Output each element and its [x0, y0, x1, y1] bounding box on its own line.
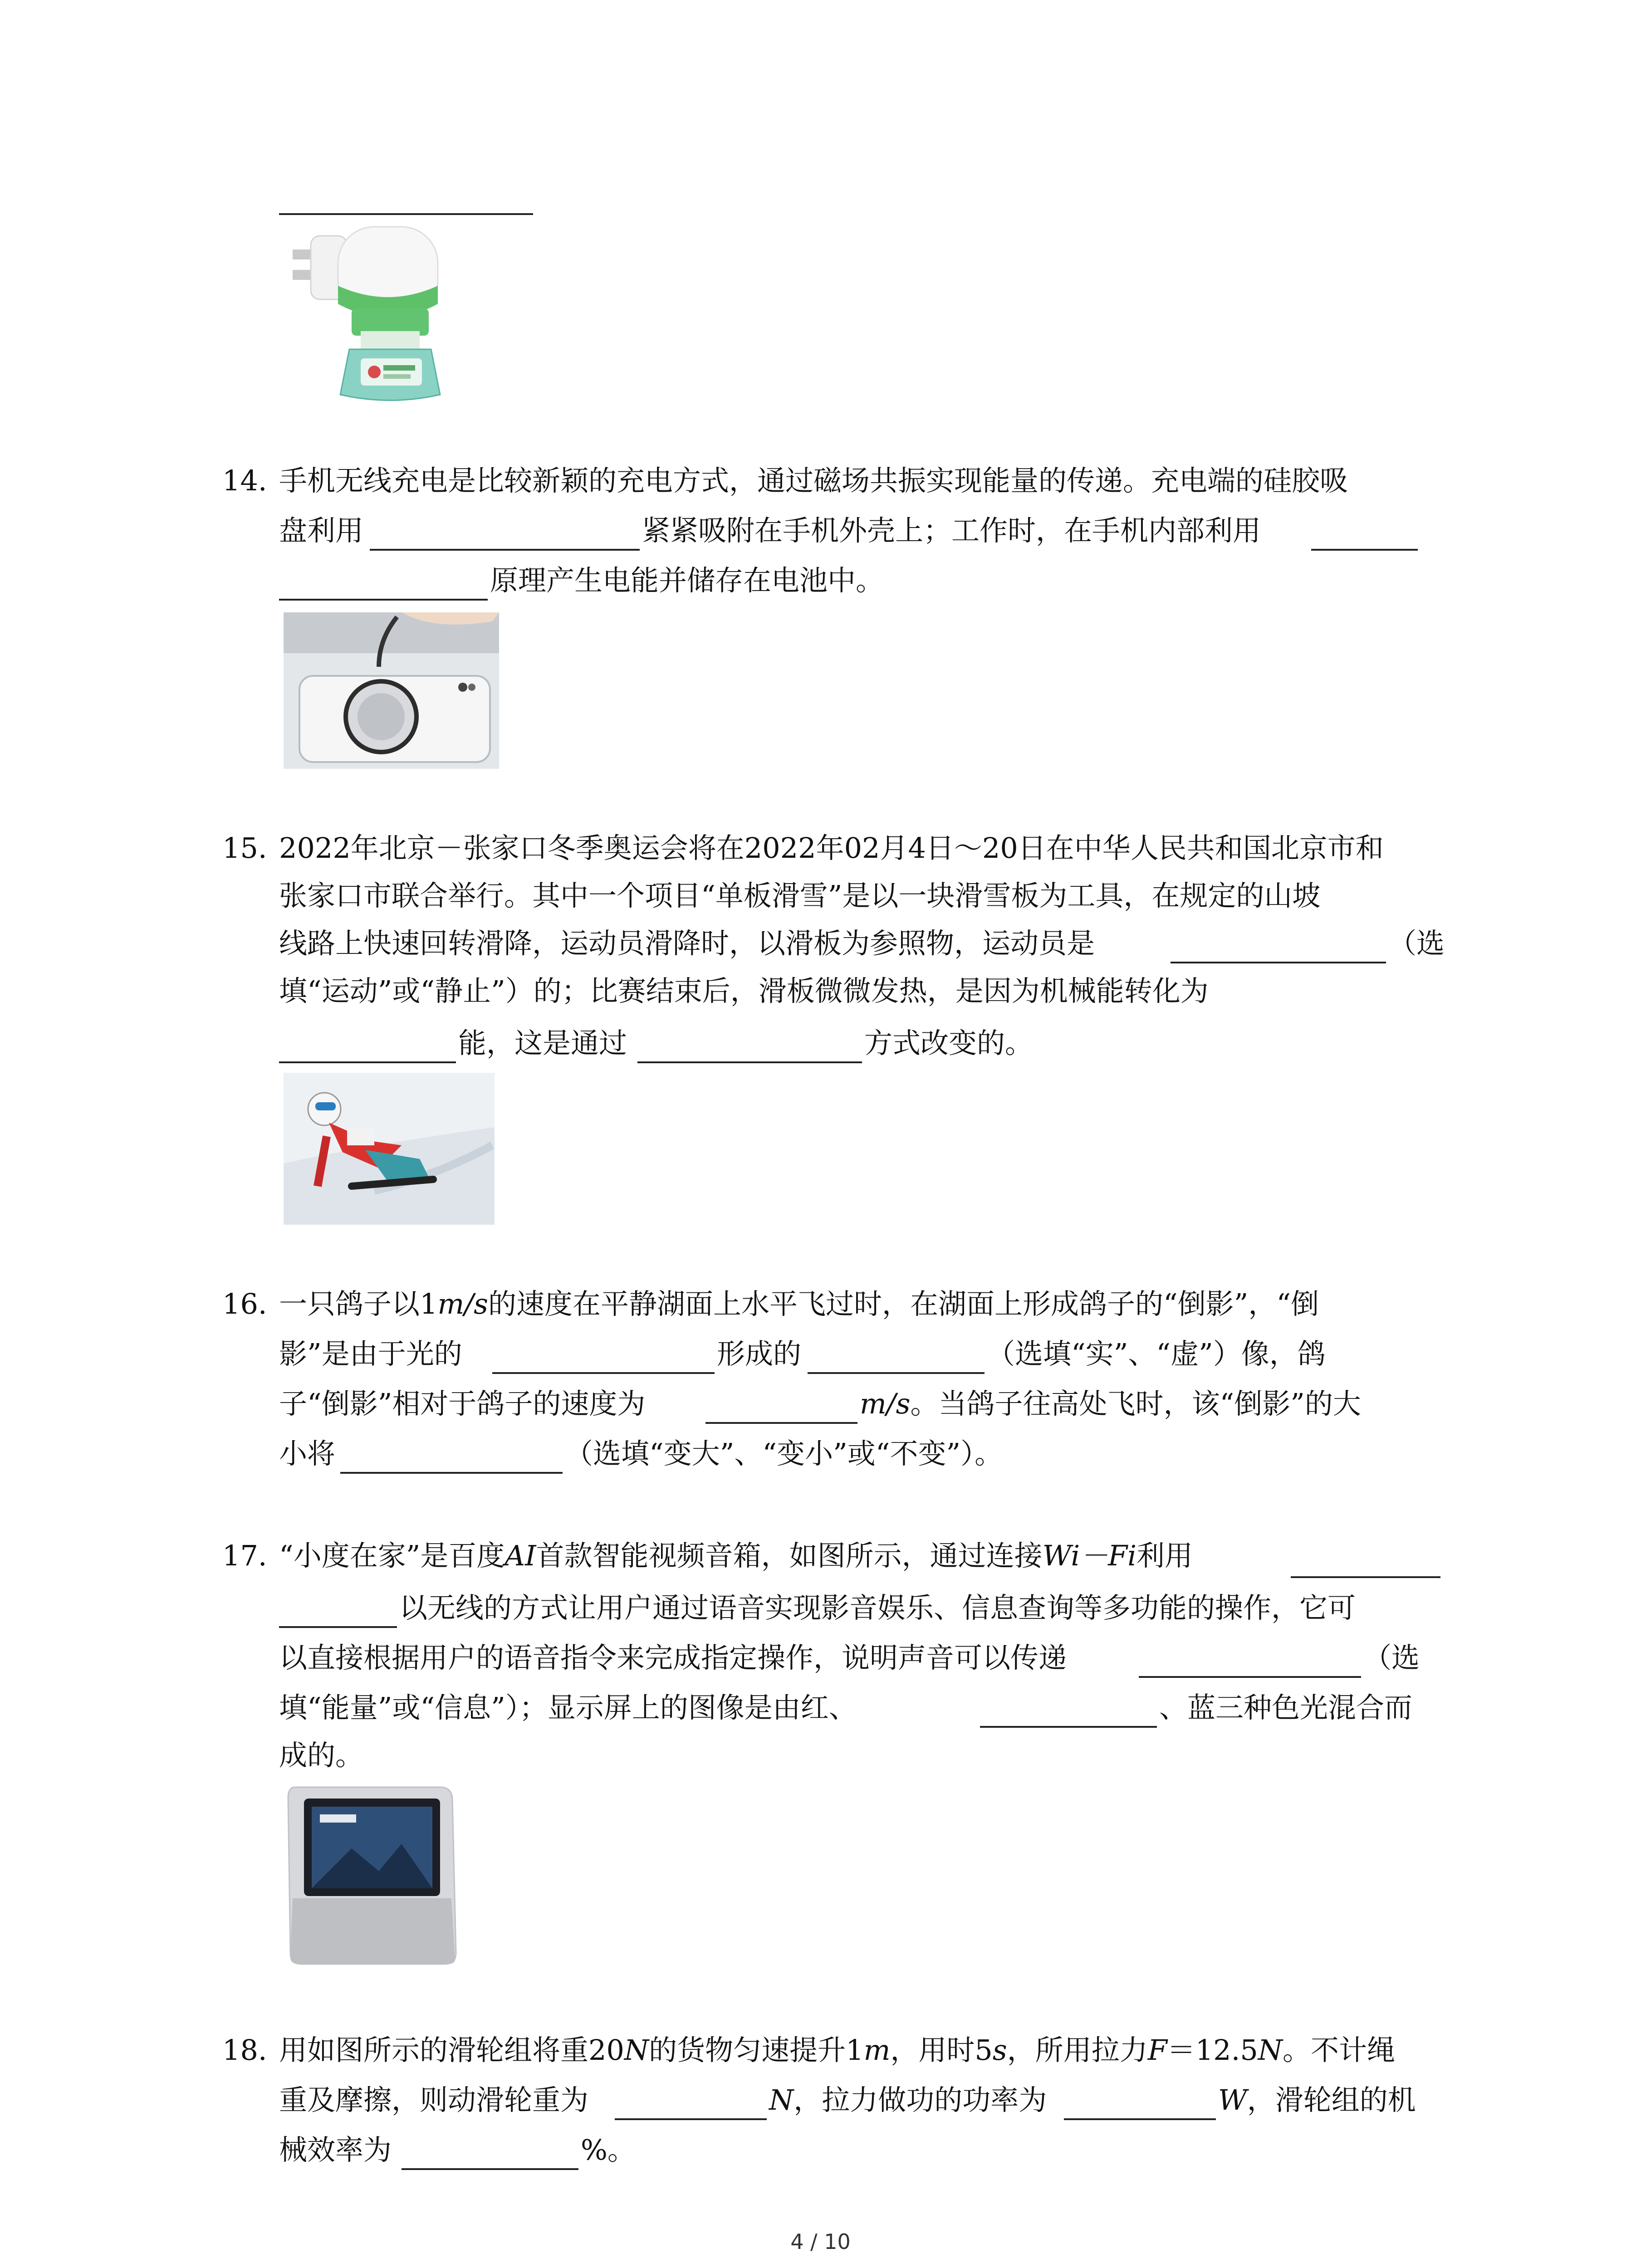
answer-blank[interactable] — [340, 1472, 563, 1474]
unit: N — [624, 2033, 649, 2067]
question-text: （选 — [1388, 927, 1445, 960]
wireless-charger-image — [284, 612, 499, 769]
text-segment: 一只鸽子以1 — [279, 1287, 438, 1320]
answer-blank[interactable] — [615, 2118, 767, 2120]
text-segment: ，拉力做功的功率为 — [794, 2083, 1047, 2116]
text-segment: 用如图所示的滑轮组将重20 — [279, 2033, 624, 2067]
question-text: （选填“变大”、“变小”或“不变”）。 — [565, 1437, 1003, 1470]
text-segment: 。不计绳 — [1283, 2033, 1396, 2067]
question-text — [860, 1386, 1361, 1422]
answer-blank[interactable] — [1139, 1676, 1361, 1678]
text-segment: “小度在家”是百度 — [279, 1539, 505, 1572]
question-text: 填“运动”或“静止”）的；比赛结束后，滑板微微发热，是因为机械能转化为 — [279, 974, 1209, 1007]
question-text: 成的。 — [279, 1739, 364, 1772]
question-number: 15. — [222, 831, 267, 865]
question-number: 17. — [222, 1539, 267, 1572]
answer-blank[interactable] — [279, 1061, 456, 1063]
answer-blank[interactable] — [370, 549, 640, 551]
question-text: 以无线的方式让用户通过语音实现影音娱乐、信息查询等多功能的操作，它可 — [399, 1591, 1356, 1624]
term: Wi－Fi — [1042, 1539, 1137, 1572]
answer-blank[interactable] — [808, 1372, 985, 1374]
text-segment: 首款智能视频音箱，如图所示，通过连接 — [536, 1539, 1043, 1572]
question-text: 2022年北京－张家口冬季奥运会将在2022年02月4日～20日在中华人民共和国北京市和 — [279, 831, 1384, 865]
question-text: 小将 — [279, 1437, 336, 1470]
unit: N — [769, 2083, 794, 2116]
question-text: 线路上快速回转滑降，运动员滑降时，以滑板为参照物，运动员是 — [279, 927, 1095, 960]
page-number: 4 / 10 — [790, 2229, 851, 2254]
question-text: 手机无线充电是比较新颖的充电方式，通过磁场共振实现能量的传递。充电端的硅胶吸 — [279, 464, 1348, 497]
question-text: （选 — [1363, 1641, 1420, 1674]
text-segment: ，滑轮组的机 — [1247, 2083, 1416, 2116]
question-text: 能，这是通过 — [458, 1026, 627, 1060]
question-text: 子“倒影”相对于鸽子的速度为 — [279, 1387, 646, 1420]
mosquito-repellent-heater-image — [284, 218, 456, 408]
question-text: 张家口市联合举行。其中一个项目“单板滑雪”是以一块滑雪板为工具，在规定的山坡 — [279, 879, 1321, 912]
text-segment: 。当鸽子往高处飞时，该“倒影”的大 — [910, 1387, 1361, 1420]
question-text: 盘利用 — [279, 514, 364, 547]
answer-blank[interactable] — [1064, 2118, 1216, 2120]
answer-blank[interactable] — [637, 1061, 862, 1063]
text-segment: ，用时5 — [890, 2033, 993, 2067]
question-text — [279, 2032, 1395, 2068]
snowboarder-image — [284, 1073, 495, 1225]
question-number: 18. — [222, 2033, 267, 2067]
text-segment: 利用 — [1136, 1539, 1193, 1572]
smart-speaker-image — [284, 1780, 458, 1971]
question-text: %。 — [581, 2133, 636, 2166]
answer-blank[interactable] — [980, 1726, 1157, 1728]
question-text: 形成的 — [717, 1337, 802, 1370]
term: AI — [505, 1539, 536, 1572]
question-number: 16. — [222, 1287, 267, 1320]
answer-blank[interactable] — [279, 1626, 397, 1628]
answer-blank[interactable] — [1171, 962, 1386, 963]
unit: W — [1218, 2083, 1247, 2116]
question-text — [769, 2082, 1047, 2118]
text-segment: 的速度在平静湖面上水平飞过时，在湖面上形成鸽子的“倒影”，“倒 — [488, 1287, 1319, 1320]
question-text: 械效率为 — [279, 2133, 392, 2166]
question-text — [279, 1538, 1193, 1574]
question-text: 重及摩擦，则动滑轮重为 — [279, 2083, 589, 2116]
unit: N — [1258, 2033, 1283, 2067]
unit: m/s — [860, 1387, 911, 1420]
unit: s — [992, 2033, 1007, 2067]
question-text — [279, 1286, 1319, 1322]
question-text: （选填“实”、“虚”）像，鸽 — [987, 1337, 1326, 1370]
answer-blank[interactable] — [1311, 549, 1418, 551]
text-segment: ，所用拉力 — [1007, 2033, 1148, 2067]
q13-answer-blank[interactable] — [279, 213, 533, 215]
question-text: 填“能量”或“信息”）；显示屏上的图像是由红、 — [279, 1691, 857, 1724]
answer-blank[interactable] — [492, 1372, 715, 1374]
text-segment: ＝12.5 — [1167, 2033, 1258, 2067]
unit: m — [863, 2033, 891, 2067]
answer-blank[interactable] — [402, 2168, 578, 2170]
unit: m/s — [437, 1287, 488, 1320]
variable: F — [1147, 2033, 1167, 2067]
answer-blank[interactable] — [1291, 1576, 1440, 1578]
answer-blank[interactable] — [705, 1422, 857, 1424]
question-text: 影”是由于光的 — [279, 1337, 462, 1370]
answer-blank[interactable] — [279, 599, 488, 601]
text-segment: 的货物匀速提升1 — [649, 2033, 864, 2067]
question-number: 14. — [222, 464, 267, 497]
question-text: 方式改变的。 — [864, 1026, 1034, 1060]
question-text: 原理产生电能并储存在电池中。 — [490, 564, 884, 597]
question-text: 、蓝三种色光混合而 — [1159, 1691, 1413, 1724]
question-text — [1218, 2082, 1416, 2118]
question-text: 以直接根据用户的语音指令来完成指定操作，说明声音可以传递 — [279, 1641, 1067, 1674]
question-text: 紧紧吸附在手机外壳上；工作时，在手机内部利用 — [642, 514, 1261, 547]
